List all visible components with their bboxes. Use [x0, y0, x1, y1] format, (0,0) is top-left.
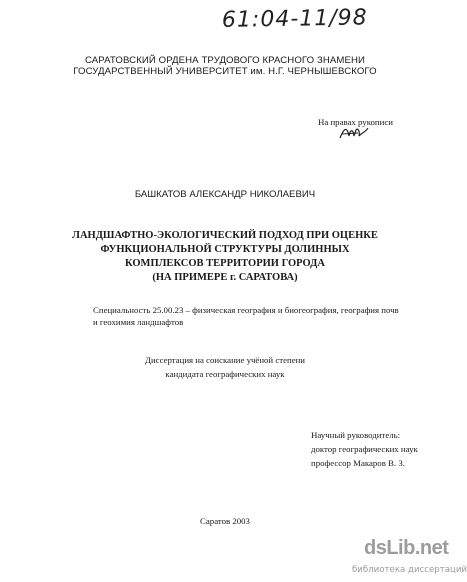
supervisor-heading: Научный руководитель: — [311, 430, 401, 440]
title-line-2: ФУНКЦИОНАЛЬНОЙ СТРУКТУРЫ ДОЛИННЫХ — [100, 244, 350, 255]
watermark-caption: библиотека диссертаций — [352, 565, 467, 575]
title-line-3: КОМПЛЕКСОВ ТЕРРИТОРИИ ГОРОДА — [125, 258, 325, 269]
institution-line-2: ГОСУДАРСТВЕННЫЙ УНИВЕРСИТЕТ им. Н.Г. ЧЕРНЫШЕВСКОГО — [73, 66, 377, 77]
specialty-line-2: и геохимия ландшафтов — [93, 317, 184, 327]
manuscript-rights-note: На правах рукописи — [318, 117, 393, 127]
supervisor-name: профессор Макаров В. З. — [311, 458, 405, 468]
signature-icon — [338, 124, 372, 142]
specialty-line-1: Специальность 25.00.23 – физическая география и биогеография, география почв — [93, 305, 399, 315]
watermark — [352, 537, 467, 579]
dissertation-line-2: кандидата географических наук — [165, 369, 285, 379]
author-name: БАШКАТОВ АЛЕКСАНДР НИКОЛАЕВИЧ — [134, 189, 316, 200]
handwritten-archive-code: 61:04-11/98 — [221, 5, 368, 33]
title-line-1: ЛАНДШАФТНО-ЭКОЛОГИЧЕСКИЙ ПОДХОД ПРИ ОЦЕНКЕ — [72, 230, 378, 241]
title-line-4: (НА ПРИМЕРЕ г. САРАТОВА) — [152, 272, 298, 283]
city-year: Саратов 2003 — [200, 516, 250, 526]
watermark-logo: dsLib.net — [364, 537, 449, 559]
supervisor-degree: доктор географических наук — [311, 444, 418, 454]
dissertation-line-1: Диссертация на соискание учёной степени — [144, 355, 306, 365]
institution-line-1: САРАТОВСКИЙ ОРДЕНА ТРУДОВОГО КРАСНОГО ЗНАМЕНИ — [84, 55, 366, 66]
